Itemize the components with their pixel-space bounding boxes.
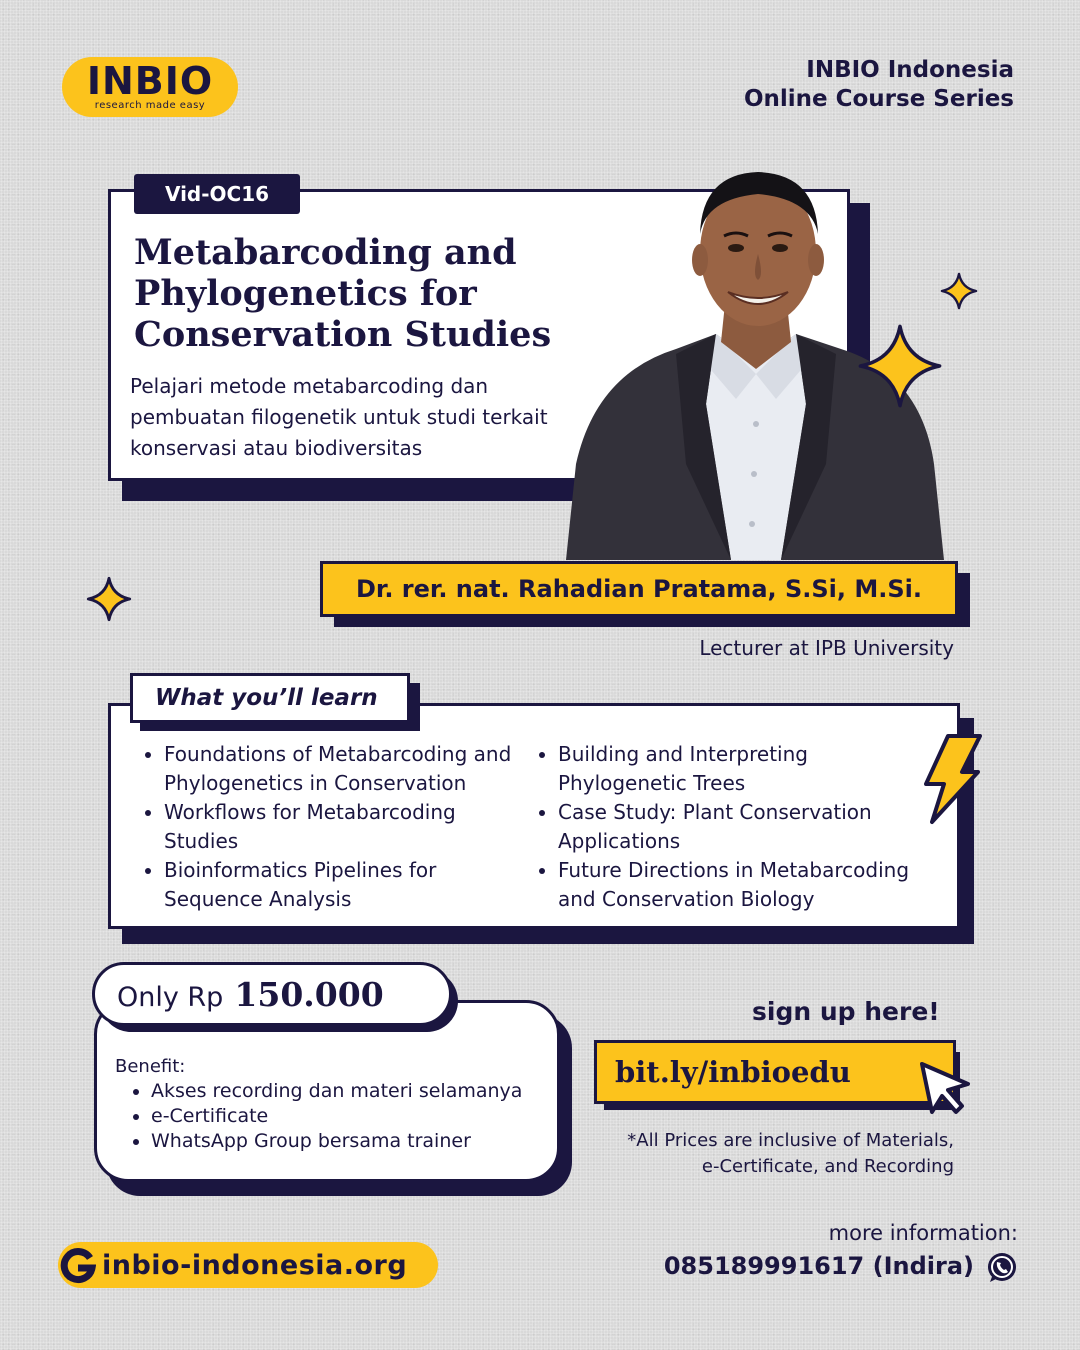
list-item: • Case Study: Plant Conservation Applications [558, 798, 912, 856]
list-item: • Foundations of Metabarcoding and Phylogenetics in Conservation [164, 740, 518, 798]
price-pill [92, 962, 452, 1026]
benefit-list [115, 1079, 522, 1154]
course-title [134, 232, 614, 355]
course-title-line2: Phylogenetics for [134, 273, 477, 314]
price-note-line1: *All Prices are inclusive of Materials, [627, 1130, 954, 1151]
inbio-logo [62, 57, 238, 117]
logo-name: INBIO [86, 59, 214, 103]
series-line1: INBIO Indonesia [806, 57, 1014, 83]
signup-link[interactable]: bit.ly/inbioedu [594, 1040, 956, 1104]
list-item: • Bioinformatics Pipelines for Sequence Analysis [164, 856, 518, 914]
series-line2: Online Course Series [743, 86, 1014, 112]
benefit-title: Benefit: [115, 1056, 186, 1077]
list-item: • Building and Interpreting Phylogenetic Trees [558, 740, 912, 798]
course-code-badge: Vid-OC16 [134, 174, 300, 214]
cursor-arrow-icon [916, 1060, 974, 1118]
sparkle-icon [856, 322, 944, 410]
list-item: • e-Certificate [151, 1104, 522, 1129]
course-title-line1: Metabarcoding and [134, 232, 517, 273]
learn-label: What you’ll learn [130, 673, 410, 723]
website-link[interactable]: inbio-indonesia.org [102, 1250, 408, 1281]
series-heading [744, 56, 1014, 114]
presenter-role: Lecturer at IPB University [699, 636, 954, 660]
lightning-bolt-icon [918, 732, 982, 826]
learn-column-2 [532, 740, 912, 914]
list-item: • WhatsApp Group bersama trainer [151, 1129, 522, 1154]
sparkle-icon [940, 272, 978, 310]
course-description: Pelajari metode metabarcoding dan pembuatan filogenetik untuk studi terkait konservasi atau biodiversitas [130, 374, 548, 460]
price-note-line2: e-Certificate, and Recording [701, 1156, 954, 1177]
price-amount: 150.000 [234, 975, 384, 1014]
price-note [627, 1128, 954, 1180]
more-info-label: more information: [828, 1221, 1018, 1245]
price-label: Only Rp [117, 982, 224, 1013]
list-item: • Workflows for Metabarcoding Studies [164, 798, 518, 856]
contact-phone[interactable]: 085189991617 (Indira) [663, 1252, 974, 1280]
learn-column-1 [138, 740, 518, 914]
logo-tagline: research made easy [94, 100, 206, 111]
list-item: • Akses recording dan materi selamanya [151, 1079, 522, 1104]
course-title-line3: Conservation Studies [134, 314, 552, 355]
sparkle-icon [86, 576, 132, 622]
signup-heading: sign up here! [752, 997, 940, 1026]
whatsapp-icon[interactable] [984, 1250, 1020, 1286]
globe-g-icon [60, 1248, 96, 1284]
presenter-name: Dr. rer. nat. Rahadian Pratama, S.Si, M.Si. [320, 561, 958, 617]
list-item: • Future Directions in Metabarcoding and Conservation Biology [558, 856, 912, 914]
